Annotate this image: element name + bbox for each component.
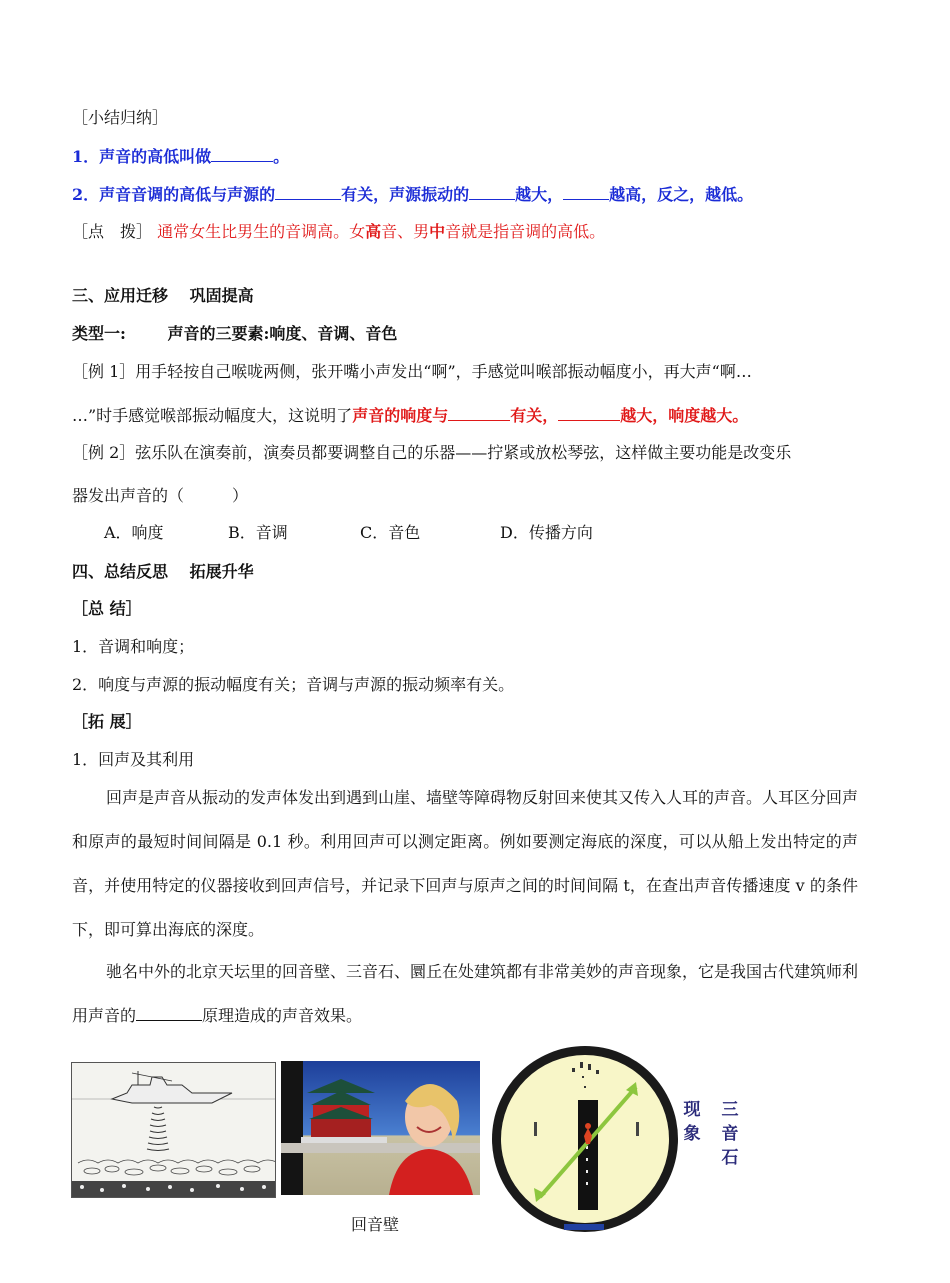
summary-item-2-c: 越大， xyxy=(515,185,564,204)
tip-high: 高 xyxy=(365,222,382,241)
example2-label: ［例 2］ xyxy=(72,443,136,462)
example2-text: 弦乐队在演奏前，演奏员都要调整自己的乐器——拧紧或放松琴弦，这样做主要功能是改变乐 xyxy=(135,443,792,462)
temple-paragraph xyxy=(72,950,858,1038)
echo-paragraph: 回声是声音从振动的发声体发出到遇到山崖、墙壁等障碍物反射回来使其又传入人耳的声音。人耳区分回声和原声的最短时间间隔是 0.1 秒。利用回声可以测定距离。例如要测定海底的深度，可以从船上发出特定的声音，并使用特定的仪器接收到回声信号，并记录下回声与原声之间的时间间隔 t，在查出声音传播速度 v 的条件下，即可算出海底的深度。 xyxy=(72,788,859,939)
tip-text-a: 通常女生比男生的音调高。女 xyxy=(157,222,366,241)
three-echo-stone-char: 三 xyxy=(721,1100,739,1120)
expand-label: ［拓 展］ xyxy=(72,712,142,731)
answer-blank[interactable] xyxy=(275,183,341,200)
expand-item-1: 1．回声及其利用 xyxy=(72,750,195,769)
example1-text-2d: 越大，响度越大。 xyxy=(620,406,749,425)
ship-sketch-drawing xyxy=(72,1063,275,1197)
three-echo-stone-char: 音 xyxy=(721,1124,739,1144)
three-echo-stone-diagram xyxy=(488,1042,682,1236)
option-b[interactable]: B．音调 xyxy=(228,523,288,542)
summary-heading: ［小结归纳］ xyxy=(72,108,169,127)
tip-label: ［点 拨］ xyxy=(72,222,153,241)
conclusion-item-1: 1．音调和响度； xyxy=(72,637,195,656)
answer-blank[interactable] xyxy=(136,1004,202,1021)
echo-wall-photo xyxy=(281,1061,480,1195)
options-row xyxy=(104,521,593,545)
phenomenon-label xyxy=(683,1098,701,1146)
option-a[interactable]: A．响度 xyxy=(104,523,164,542)
phenomenon-char: 现 xyxy=(683,1100,701,1120)
example1-text-2c: 有关， xyxy=(510,406,559,425)
summary-item-1 xyxy=(72,145,289,169)
example1-text: 用手轻按自己喉咙两侧，张开嘴小声发出“啊”，手感觉叫喉部振动幅度小，再大声“啊… xyxy=(135,362,752,381)
answer-blank[interactable] xyxy=(211,145,273,162)
answer-blank[interactable] xyxy=(469,183,515,200)
ship-echo-sketch xyxy=(71,1062,276,1198)
tip-mid: 中 xyxy=(429,222,446,241)
section4-title: 四、总结反思 拓展升华 xyxy=(72,562,254,581)
temple-text-a: 驰名中外的北京天坛里的回音壁、三音石、圜丘在处建筑都有非常美妙的声音现象，它是我国古代建筑师利用声音的 xyxy=(72,962,859,1025)
type1-line xyxy=(72,322,397,346)
option-c[interactable]: C．音色 xyxy=(360,523,421,542)
three-echo-stone-label xyxy=(721,1098,739,1170)
example1-text-2b: 声音的响度与 xyxy=(352,406,449,425)
example2-line2: 器发出声音的（ ） xyxy=(72,486,249,505)
echo-wall-photo-drawing xyxy=(281,1061,480,1195)
summary-item-2-a: 2．声音音调的高低与声源的 xyxy=(72,185,276,204)
type1-label: 类型一: xyxy=(72,324,126,343)
conclusion-label: ［总 结］ xyxy=(72,599,142,618)
summary-item-2-b: 有关，声源振动的 xyxy=(341,185,470,204)
example2-line1 xyxy=(72,441,791,465)
phenomenon-char: 象 xyxy=(683,1124,701,1144)
example1-line1 xyxy=(72,360,752,384)
conclusion-item-2: 2．响度与声源的振动幅度有关；音调与声源的振动频率有关。 xyxy=(72,675,515,694)
summary-item-2-d: 越高，反之，越低。 xyxy=(609,185,754,204)
answer-blank[interactable] xyxy=(448,404,510,421)
tip-line xyxy=(72,220,605,244)
three-echo-stone-char: 石 xyxy=(721,1148,739,1168)
option-d[interactable]: D．传播方向 xyxy=(500,523,593,542)
type1-text: 声音的三要素:响度、音调、音色 xyxy=(167,324,398,343)
answer-blank[interactable] xyxy=(563,183,609,200)
tip-text-b: 音、男 xyxy=(381,222,430,241)
answer-blank[interactable] xyxy=(558,404,620,421)
summary-item-1-text: 1．声音的高低叫做 xyxy=(72,147,212,166)
summary-item-1-end: 。 xyxy=(273,147,290,166)
example1-text-2a: …”时手感觉喉部振动幅度大，这说明了 xyxy=(72,406,353,425)
section3-title: 三、应用迁移 巩固提高 xyxy=(72,286,254,305)
summary-item-2 xyxy=(72,183,753,207)
echo-wall-caption: 回音壁 xyxy=(351,1215,400,1234)
temple-text-b: 原理造成的声音效果。 xyxy=(202,1006,363,1025)
example1-label: ［例 1］ xyxy=(72,362,136,381)
tip-text-c: 音就是指音调的高低。 xyxy=(445,222,606,241)
three-echo-stone-drawing xyxy=(488,1042,682,1236)
example1-line2 xyxy=(72,404,748,428)
